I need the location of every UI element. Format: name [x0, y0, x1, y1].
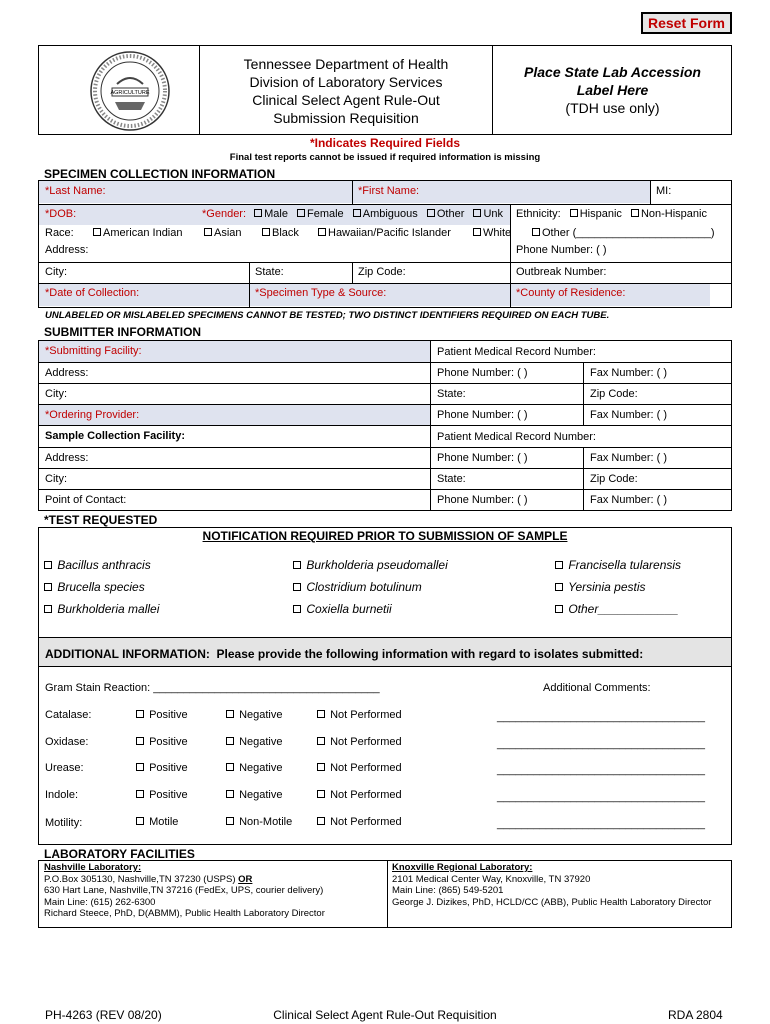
knoxville-title: Knoxville Regional Laboratory:	[392, 862, 533, 873]
organism-3: Francisella tularensis	[555, 558, 681, 572]
dob-label: *DOB:	[45, 208, 77, 220]
collection-facility-label: Sample Collection Facility:	[45, 430, 185, 442]
ethnicity-nonhispanic-checkbox[interactable]	[631, 209, 639, 217]
address-label: Address:	[45, 244, 89, 256]
gender-other-checkbox[interactable]	[427, 209, 435, 217]
motility-nonmotile-checkbox[interactable]	[226, 817, 234, 825]
pmrn-label-2: Patient Medical Record Number:	[437, 431, 596, 443]
organism-8: Coxiella burnetii	[293, 602, 392, 616]
footer-code: PH-4263 (REV 08/20)	[45, 1008, 162, 1022]
additional-comments-label: Additional Comments:	[543, 682, 651, 694]
additional-heading-row	[45, 647, 643, 661]
gender-male-checkbox[interactable]	[254, 209, 262, 217]
required-note: *Indicates Required Fields	[309, 136, 461, 150]
race-black	[262, 227, 299, 239]
outbreak-label: Outbreak Number:	[516, 266, 607, 278]
collection-date-label: *Date of Collection:	[45, 287, 140, 299]
race-white-checkbox[interactable]	[473, 228, 481, 236]
footer-rda: RDA 2804	[668, 1008, 723, 1022]
tdh-use-only: (TDH use only)	[565, 100, 660, 116]
accession-label-2: Label Here	[576, 82, 649, 98]
gender-unk-label: Unk	[483, 208, 503, 220]
last-name-label: *Last Name:	[45, 185, 106, 197]
organism-9: Other____________	[555, 602, 678, 616]
seal-text: AGRICULTURE	[110, 90, 150, 96]
form-title-1: Clinical Select Agent Rule-Out	[252, 92, 440, 108]
final-note: Final test reports cannot be issued if required information is missing	[229, 152, 541, 163]
organism-1: Bacillus anthracis	[44, 558, 151, 572]
organism-7-checkbox[interactable]	[44, 605, 52, 613]
submitter-heading: SUBMITTER INFORMATION	[44, 325, 202, 339]
nashville-line-1: P.O.Box 305130, Nashville,TN 37230 (USPS) OR	[44, 873, 253, 885]
footer-title: Clinical Select Agent Rule-Out Requisition	[273, 1008, 497, 1022]
gram-stain-label: Gram Stain Reaction: _____________________________________	[45, 682, 380, 694]
gender-other-label: Other	[436, 208, 465, 220]
notification-note: NOTIFICATION REQUIRED PRIOR TO SUBMISSION OF SAMPLE	[202, 529, 568, 543]
organism-4: Brucella species	[44, 580, 145, 594]
race-other	[532, 227, 714, 239]
gender-label: *Gender:	[202, 208, 247, 220]
mi-label: MI:	[656, 185, 672, 197]
col-zip-label: Zip Code:	[590, 473, 638, 485]
specimen-type-label: *Specimen Type & Source:	[255, 287, 387, 299]
col-state-label: State:	[437, 473, 466, 485]
race-white-label: White	[483, 227, 512, 239]
indole-np-checkbox[interactable]	[317, 790, 325, 798]
organism-4-checkbox[interactable]	[44, 583, 52, 591]
state-label: State:	[255, 266, 284, 278]
organism-1-checkbox[interactable]	[44, 561, 52, 569]
ethnicity-nonhispanic-label: Non-Hispanic	[640, 208, 707, 220]
form-title-2: Submission Requisition	[273, 110, 419, 126]
organism-2: Burkholderia pseudomallei	[293, 558, 448, 572]
organism-8-checkbox[interactable]	[293, 605, 301, 613]
nashville-lab	[44, 862, 325, 920]
organism-7: Burkholderia mallei	[44, 602, 159, 616]
additional-heading: ADDITIONAL INFORMATION:	[45, 647, 210, 661]
test-heading: *TEST REQUESTED	[44, 513, 158, 527]
ethnicity-group	[516, 208, 707, 220]
race-ai-checkbox[interactable]	[93, 228, 101, 236]
additional-subheading: Please provide the following information with regard to isolates submitted:	[216, 647, 644, 661]
indole-positive-checkbox[interactable]	[136, 790, 144, 798]
oxidase-positive-checkbox[interactable]	[136, 737, 144, 745]
race-other-label: Other (______________________)	[542, 227, 715, 239]
dept-name: Tennessee Department of Health	[243, 56, 449, 72]
state-seal-icon	[89, 50, 171, 132]
urease-negative-checkbox[interactable]	[226, 763, 234, 771]
sub-zip-label: Zip Code:	[590, 388, 638, 400]
phone-label: Phone Number: ( )	[516, 244, 607, 256]
accession-label-1: Place State Lab Accession	[524, 64, 701, 80]
race-asian-label: Asian	[214, 227, 242, 239]
gender-unk-checkbox[interactable]	[473, 209, 481, 217]
oxidase-negative-checkbox[interactable]	[226, 737, 234, 745]
race-hawaiian	[318, 227, 451, 239]
race-asian	[204, 227, 242, 239]
poc-phone-label: Phone Number: ( )	[437, 494, 528, 506]
catalase-negative-checkbox[interactable]	[226, 710, 234, 718]
city-label: City:	[45, 266, 67, 278]
race-ai	[93, 227, 183, 239]
motility-np-checkbox[interactable]	[317, 817, 325, 825]
ordering-provider-label: *Ordering Provider:	[45, 409, 140, 421]
ethnicity-hispanic-checkbox[interactable]	[570, 209, 578, 217]
knoxville-line-3: George J. Dizikes, PhD, HCLD/CC (ABB), Public Health Laboratory Director	[392, 896, 712, 908]
col-phone-label: Phone Number: ( )	[437, 452, 528, 464]
race-hawaiian-label: Hawaiian/Pacific Islander	[328, 227, 451, 239]
sub-address-label: Address:	[45, 367, 89, 379]
catalase-positive-checkbox[interactable]	[136, 710, 144, 718]
county-label: *County of Residence:	[516, 287, 626, 299]
prov-phone-label: Phone Number: ( )	[437, 409, 528, 421]
ethnicity-hispanic-label: Hispanic	[579, 208, 622, 220]
prov-fax-label: Fax Number: ( )	[590, 409, 668, 421]
organism-5-checkbox[interactable]	[293, 583, 301, 591]
gender-ambiguous-checkbox[interactable]	[353, 209, 361, 217]
indole-negative-checkbox[interactable]	[226, 790, 234, 798]
urease-np-checkbox[interactable]	[317, 763, 325, 771]
race-label: Race:	[45, 227, 74, 239]
gender-female-checkbox[interactable]	[297, 209, 305, 217]
nashville-title: Nashville Laboratory:	[44, 862, 142, 873]
first-name-label: *First Name:	[358, 185, 420, 197]
reset-form-button[interactable]: Reset Form	[641, 12, 732, 34]
gender-female-label: Female	[307, 208, 344, 220]
race-black-label: Black	[272, 227, 299, 239]
submitting-facility-label: *Submitting Facility:	[45, 345, 142, 357]
ethnicity-label: Ethnicity:	[516, 208, 561, 220]
organism-2-checkbox[interactable]	[293, 561, 301, 569]
race-other-checkbox[interactable]	[532, 228, 540, 236]
division-name: Division of Laboratory Services	[249, 74, 443, 90]
sub-city-label: City:	[45, 388, 67, 400]
pmrn-label: Patient Medical Record Number:	[437, 346, 596, 358]
col-address-label: Address:	[45, 452, 89, 464]
race-ai-label: American Indian	[103, 227, 183, 239]
unlabeled-warning: UNLABELED OR MISLABELED SPECIMENS CANNOT BE TESTED; TWO DISTINCT IDENTIFIERS REQUIRED ON EACH TUBE.	[45, 310, 610, 321]
gender-group	[202, 208, 503, 220]
col-fax-label: Fax Number: ( )	[590, 452, 668, 464]
race-asian-checkbox[interactable]	[204, 228, 212, 236]
urease-positive-checkbox[interactable]	[136, 763, 144, 771]
motility-motile-checkbox[interactable]	[136, 817, 144, 825]
sub-fax-label: Fax Number: ( )	[590, 367, 668, 379]
organism-6-checkbox[interactable]	[555, 583, 563, 591]
catalase-np-checkbox[interactable]	[317, 710, 325, 718]
col-city-label: City:	[45, 473, 67, 485]
zip-label: Zip Code:	[358, 266, 406, 278]
knoxville-line-2: Main Line: (865) 549-5201	[392, 885, 504, 896]
organism-5: Clostridium botulinum	[293, 580, 422, 594]
oxidase-np-checkbox[interactable]	[317, 737, 325, 745]
sub-state-label: State:	[437, 388, 466, 400]
organism-6: Yersinia pestis	[555, 580, 646, 594]
race-white	[473, 227, 511, 239]
knoxville-line-1: 2101 Medical Center Way, Knoxville, TN 37920	[392, 873, 591, 885]
gender-ambiguous-label: Ambiguous	[362, 208, 418, 220]
gender-male-label: Male	[264, 208, 288, 220]
nashville-line-2: 630 Hart Lane, Nashville,TN 37216 (FedEx, UPS, courier delivery)	[44, 885, 324, 896]
nashville-line-3: Main Line: (615) 262-6300	[44, 896, 156, 908]
race-hawaiian-checkbox[interactable]	[318, 228, 326, 236]
sub-phone-label: Phone Number: ( )	[437, 367, 528, 379]
poc-fax-label: Fax Number: ( )	[590, 494, 668, 506]
poc-label: Point of Contact:	[45, 494, 127, 506]
specimen-heading: SPECIMEN COLLECTION INFORMATION	[44, 167, 276, 181]
organism-3-checkbox[interactable]	[555, 561, 563, 569]
organism-9-checkbox[interactable]	[555, 605, 563, 613]
nashville-line-4: Richard Steece, PhD, D(ABMM), Public Health Laboratory Director	[44, 908, 325, 919]
race-black-checkbox[interactable]	[262, 228, 270, 236]
knoxville-lab	[392, 862, 711, 908]
labs-heading: LABORATORY FACILITIES	[44, 847, 195, 861]
